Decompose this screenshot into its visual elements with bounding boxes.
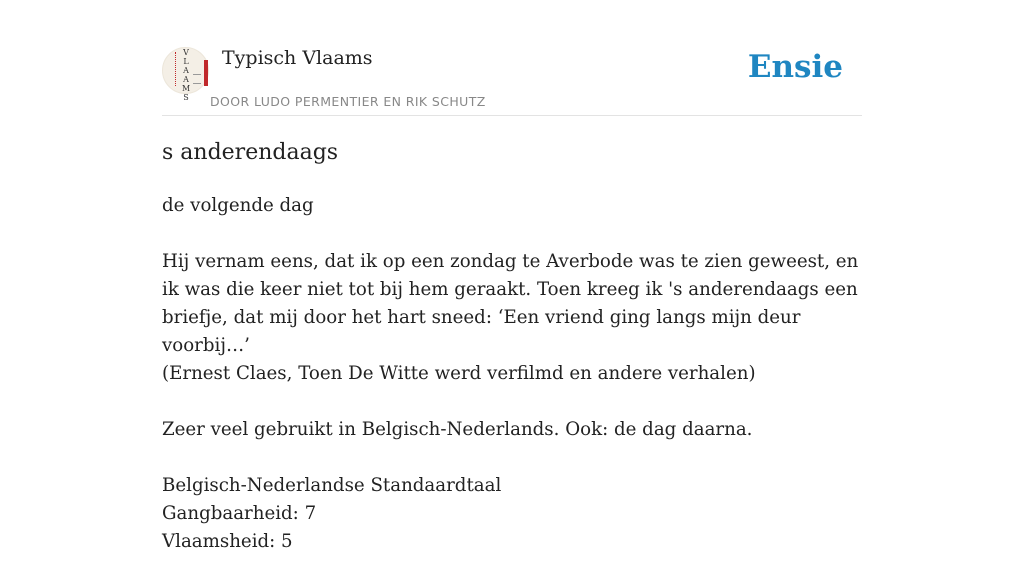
classification-block bbox=[162, 472, 867, 556]
logo-fine-lines bbox=[193, 74, 201, 84]
entry-title: s anderendaags bbox=[162, 140, 339, 165]
blog-title[interactable]: Typisch Vlaams bbox=[222, 47, 373, 69]
gangbaarheid-value: Gangbaarheid: 7 bbox=[162, 503, 317, 524]
logo-red-marks bbox=[175, 52, 179, 86]
author-byline: DOOR LUDO PERMENTIER EN RIK SCHUTZ bbox=[210, 94, 486, 109]
definition-text: de volgende dag bbox=[162, 195, 314, 216]
usage-note: Zeer veel gebruikt in Belgisch-Nederlands. Ook: de dag daarna. bbox=[162, 419, 753, 440]
example-quote: Hij vernam eens, dat ik op een zondag te Averbode was te zien geweest, en ik was die keer niet tot bij hem geraakt. Toen kreeg ik 's anderendaags een briefje, dat mij door het hart sneed: ‘Een vriend ging langs mijn deur voorbij…’ bbox=[162, 251, 859, 356]
logo-red-bar bbox=[204, 60, 208, 86]
blog-header bbox=[162, 38, 862, 116]
example-source: (Ernest Claes, Toen De Witte werd verfilmd en andere verhalen) bbox=[162, 363, 756, 384]
ensie-logo-link[interactable]: Ensie bbox=[747, 49, 843, 85]
entry-content bbox=[162, 192, 867, 584]
blog-logo-avatar[interactable] bbox=[162, 47, 209, 102]
classification-label: Belgisch-Nederlandse Standaardtaal bbox=[162, 475, 502, 496]
example-paragraph bbox=[162, 248, 867, 388]
vlaamsheid-value: Vlaamsheid: 5 bbox=[162, 531, 293, 552]
logo-letters: V L A A M S bbox=[182, 48, 191, 102]
